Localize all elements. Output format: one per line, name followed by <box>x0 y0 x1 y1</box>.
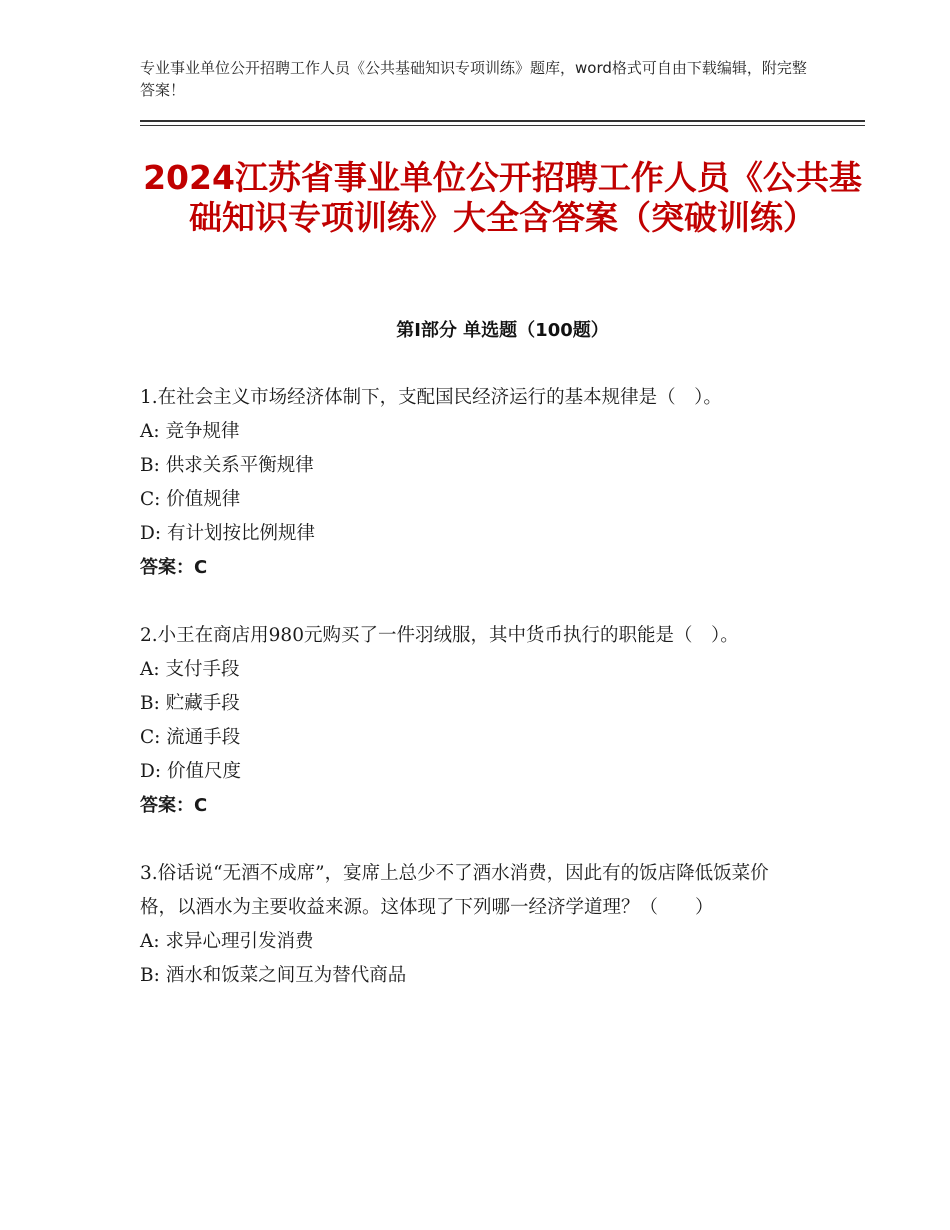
question-3 <box>140 857 800 993</box>
option-c: C: 价值规律 <box>140 489 241 510</box>
option-a: A: 支付手段 <box>140 659 240 680</box>
header-rule-thin <box>140 125 865 126</box>
question-2 <box>140 619 800 823</box>
document-title: 2024江苏省事业单位公开招聘工作人员《公共基础知识专项训练》大全含答案（突破训练） <box>143 158 862 237</box>
question-1 <box>140 381 800 585</box>
answer: 答案：C <box>140 795 208 816</box>
answer: 答案：C <box>140 557 208 578</box>
header-rule-thick <box>140 120 865 122</box>
question-stem: 2.小王在商店用980元购买了一件羽绒服，其中货币执行的职能是（ ）。 <box>140 625 739 646</box>
question-stem: 1.在社会主义市场经济体制下，支配国民经济运行的基本规律是（ ）。 <box>140 387 722 408</box>
option-c: C: 流通手段 <box>140 727 241 748</box>
option-d: D: 价值尺度 <box>140 761 241 782</box>
option-b: B: 酒水和饭菜之间互为替代商品 <box>140 965 407 986</box>
option-d: D: 有计划按比例规律 <box>140 523 315 544</box>
option-a: A: 求异心理引发消费 <box>140 931 314 952</box>
section-title: 第Ⅰ部分 单选题（100题） <box>396 320 609 341</box>
question-list <box>140 381 800 1027</box>
question-stem: 3.俗话说“无酒不成席”，宴席上总少不了酒水消费，因此有的饭店降低饭菜价格，以酒水为主要收益来源。这体现了下列哪一经济学道理？（ ） <box>140 863 769 918</box>
header-note: 专业事业单位公开招聘工作人员《公共基础知识专项训练》题库，word格式可自由下载编辑，附完整答案！ <box>140 59 807 99</box>
option-b: B: 供求关系平衡规律 <box>140 455 314 476</box>
option-a: A: 竞争规律 <box>140 421 240 442</box>
option-b: B: 贮藏手段 <box>140 693 240 714</box>
